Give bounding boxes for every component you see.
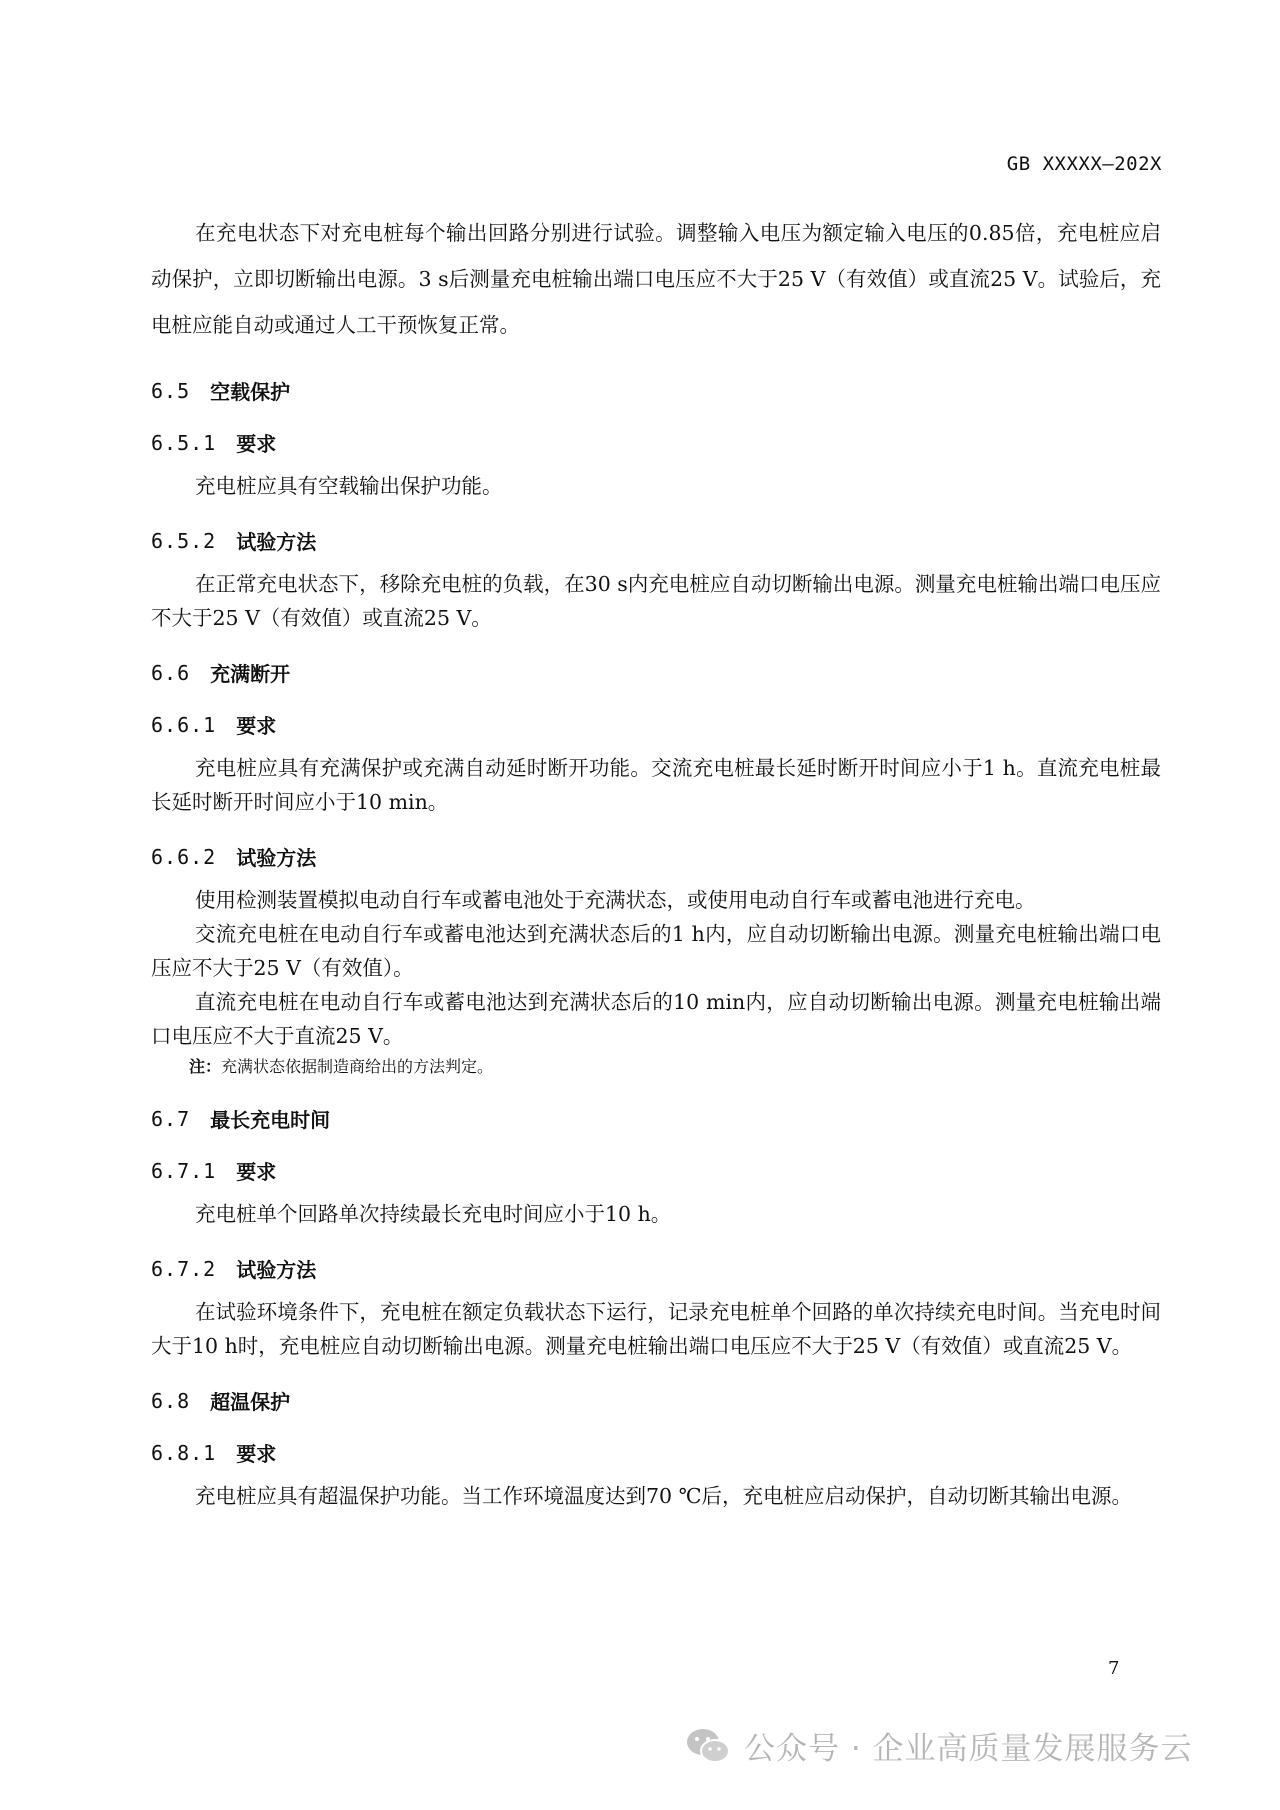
note [151, 1053, 1161, 1081]
paragraph: 在试验环境条件下，充电桩在额定负载状态下运行，记录充电桩单个回路的单次持续充电时间。当充电时间大于10 h时，充电桩应自动切断输出电源。测量充电桩输出端口电压应不大于25 V（有效值）或直流25 V。 [151, 1300, 1161, 1358]
paragraph-overvoltage-test: 在充电状态下对充电桩每个输出回路分别进行试验。调整输入电压为额定输入电压的0.85倍，充电桩应启动保护，立即切断输出电源。3 s后测量充电桩输出端口电压应不大于25 V（有效值）或直流25 V。试验后，充电桩应能自动或通过人工干预恢复正常。 [151, 221, 1161, 337]
section-title: 充满断开 [210, 662, 291, 686]
document-body [151, 210, 1161, 1513]
section-number: 6.6 [151, 660, 191, 685]
section-number: 6.8 [151, 1388, 191, 1413]
section-title: 要求 [236, 1442, 277, 1466]
section-heading-6-6 [151, 658, 1161, 687]
section-title: 空载保护 [210, 380, 291, 404]
section-title: 要求 [236, 1160, 277, 1184]
paragraph: 在正常充电状态下，移除充电桩的负载，在30 s内充电桩应自动切断输出电源。测量充电桩输出端口电压应不大于25 V（有效值）或直流25 V。 [151, 572, 1161, 630]
section-number: 6.7.1 [151, 1158, 217, 1183]
section-heading-6-7-2 [151, 1254, 1161, 1283]
section-number: 6.8.1 [151, 1440, 217, 1465]
watermark [684, 1723, 1193, 1768]
section-title: 试验方法 [236, 846, 317, 870]
section-title: 试验方法 [236, 530, 317, 554]
section-number: 6.5.2 [151, 528, 217, 553]
section-heading-6-6-2 [151, 842, 1161, 871]
wechat-icon [684, 1726, 732, 1766]
section-heading-6-8-1 [151, 1438, 1161, 1467]
section-number: 6.6.1 [151, 712, 217, 737]
paragraph: 充电桩单个回路单次持续最长充电时间应小于10 h。 [195, 1202, 672, 1226]
section-number: 6.6.2 [151, 844, 217, 869]
section-heading-6-5-1 [151, 428, 1161, 457]
note-label: 注： [189, 1057, 222, 1076]
section-title: 最长充电时间 [210, 1108, 331, 1132]
section-heading-6-8 [151, 1386, 1161, 1415]
paragraph: 充电桩应具有空载输出保护功能。 [195, 474, 503, 498]
section-heading-6-5 [151, 376, 1161, 405]
standard-code-header: GB XXXXX—202X [1006, 153, 1162, 175]
section-heading-6-5-2 [151, 526, 1161, 555]
section-number: 6.5.1 [151, 430, 217, 455]
note-text: 充满状态依据制造商给出的方法判定。 [221, 1057, 494, 1076]
paragraph: 使用检测装置模拟电动自行车或蓄电池处于充满状态，或使用电动自行车或蓄电池进行充电。 [195, 888, 1036, 912]
paragraph: 直流充电桩在电动自行车或蓄电池达到充满状态后的10 min内，应自动切断输出电源。测量充电桩输出端口电压应不大于直流25 V。 [151, 990, 1161, 1048]
section-heading-6-7 [151, 1104, 1161, 1133]
section-heading-6-7-1 [151, 1156, 1161, 1185]
section-heading-6-6-1 [151, 710, 1161, 739]
watermark-text: 公众号 · 企业高质量发展服务云 [744, 1731, 1193, 1767]
section-title: 试验方法 [236, 1258, 317, 1282]
section-title: 要求 [236, 432, 277, 456]
section-title: 超温保护 [210, 1390, 291, 1414]
page-number: 7 [1108, 1658, 1120, 1679]
section-title: 要求 [236, 714, 277, 738]
paragraph: 交流充电桩在电动自行车或蓄电池达到充满状态后的1 h内，应自动切断输出电源。测量充电桩输出端口电压应不大于25 V（有效值）。 [151, 922, 1161, 980]
paragraph: 充电桩应具有充满保护或充满自动延时断开功能。交流充电桩最长延时断开时间应小于1 h。直流充电桩最长延时断开时间应小于10 min。 [151, 756, 1161, 814]
section-number: 6.7 [151, 1106, 191, 1131]
section-number: 6.5 [151, 378, 191, 403]
section-number: 6.7.2 [151, 1256, 217, 1281]
paragraph: 充电桩应具有超温保护功能。当工作环境温度达到70 ℃后，充电桩应启动保护，自动切断其输出电源。 [195, 1484, 1133, 1508]
